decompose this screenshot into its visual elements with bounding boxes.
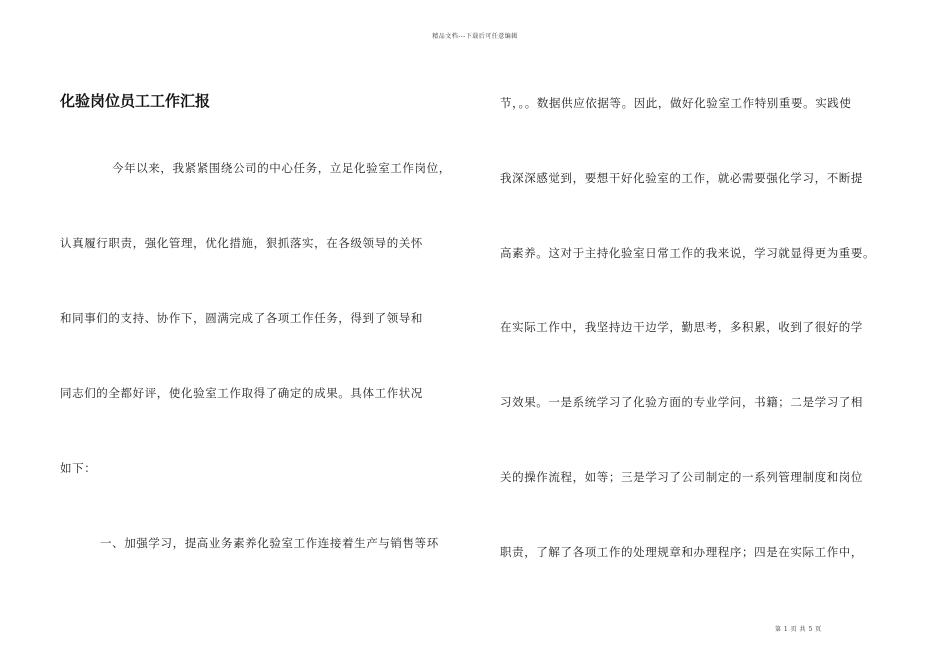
paragraph-line: 职责，了解了各项工作的处理规章和办理程序；四是在实际工作中， <box>500 545 863 559</box>
paragraph-line: 关的操作流程，如等；三是学习了公司制定的一系列管理制度和岗位 <box>500 470 863 484</box>
paragraph-line: 高素养。这对于主持化验室日常工作的我来说，学习就显得更为重要。 <box>500 246 876 260</box>
paragraph-line: 今年以来，我紧紧围绕公司的中心任务，立足化验室工作岗位， <box>112 161 451 175</box>
paragraph-line: 我深深感觉到，要想干好化验室的工作，就必需要强化学习，不断提 <box>500 171 863 185</box>
paragraph-line: 如下： <box>60 461 97 475</box>
page-number: 第 1 页 共 5 页 <box>775 626 822 633</box>
document-title: 化验岗位员工工作汇报 <box>60 92 211 110</box>
paragraph-line: 节，。。数据供应依据等。因此，做好化验室工作特别重要。实践使 <box>500 96 852 110</box>
paragraph-line: 在实际工作中，我坚持边干边学，勤思考，多积累，收到了很好的学 <box>500 320 863 334</box>
section-heading-line: 一、加强学习，提高业务素养化验室工作连接着生产与销售等环 <box>100 536 439 550</box>
paragraph-line: 和同事们的支持、协作下，圆满完成了各项工作任务，得到了领导和 <box>60 311 423 325</box>
paragraph-line: 同志们的全都好评，使化验室工作取得了确定的成果。具体工作状况 <box>60 386 423 400</box>
paragraph-line: 习效果。一是系统学习了化验方面的专业学问，书籍；二是学习了相 <box>500 395 863 409</box>
paragraph-line: 认真履行职责，强化管理，优化措施，狠抓落实，在各级领导的关怀 <box>60 236 423 250</box>
header-note: 精品文档---下载后可任意编辑 <box>432 33 518 40</box>
